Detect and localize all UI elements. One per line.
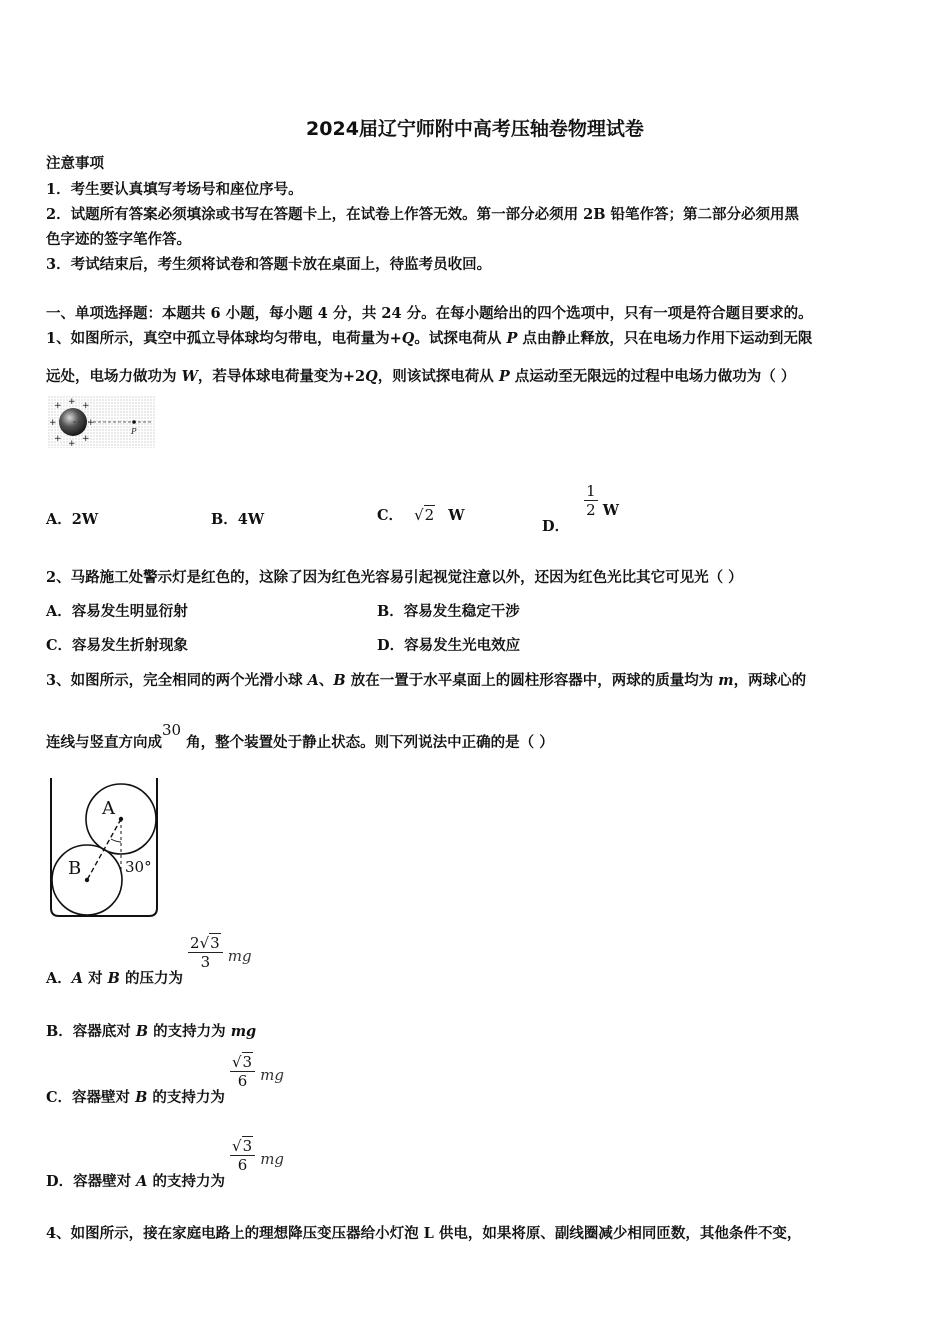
notice-item-3: 3．考试结束后，考生须将试卷和答题卡放在桌面上，待监考员收回。: [46, 256, 492, 273]
unit: W: [448, 507, 465, 524]
denominator: 6: [237, 1156, 248, 1174]
section-heading: 一、单项选择题：本题共 6 小题，每小题 4 分，共 24 分。在每小题给出的四个选项中，只有一项是符合题目要求的。: [46, 305, 813, 322]
text: ，若导体球电荷量变为+2: [197, 368, 366, 385]
text: 3、如图所示，完全相同的两个光滑小球: [46, 672, 308, 689]
notice-item-2-cont: 色字迹的签字笔作答。: [46, 231, 191, 248]
point-p: [132, 420, 136, 424]
var-b: B: [135, 1023, 149, 1040]
text: 的压力为: [119, 969, 183, 987]
angle-arc: [111, 839, 121, 842]
text: B．容器底对: [46, 1023, 136, 1040]
unit: W: [602, 501, 620, 519]
denominator: 6: [237, 1072, 248, 1090]
svg-text:+: +: [87, 418, 95, 428]
sqrt: √3: [232, 1137, 253, 1155]
center-b: [85, 878, 89, 882]
var-a: A: [136, 1172, 148, 1190]
angle-value: 30: [162, 721, 182, 739]
unit: mg: [230, 1023, 257, 1040]
var-a: A: [71, 969, 84, 987]
q2-option-b: B．容易发生稳定干涉: [377, 603, 520, 620]
label-b: B: [68, 858, 82, 879]
q3-option-c: [46, 1053, 284, 1106]
q1-option-d: [542, 482, 620, 535]
center-a: [119, 817, 123, 821]
q1-stem-line2: [46, 365, 795, 386]
q1-stem-line1: [46, 327, 812, 348]
q2-stem: 2、马路施工处警示灯是红色的，这除了因为红色光容易引起视觉注意以外，还因为红色光比其它可见光（ ）: [46, 569, 743, 586]
numerator: 1: [586, 482, 596, 500]
q3-option-b: [46, 1020, 256, 1041]
fraction: [230, 1053, 255, 1090]
coefficient: 2: [190, 934, 200, 952]
var-q: Q: [401, 330, 415, 347]
unit: mg: [260, 1065, 284, 1084]
q3-container-figure: [46, 776, 164, 922]
page-title: 2024届辽宁师附中高考压轴卷物理试卷: [306, 118, 644, 140]
q1-option-c: [377, 504, 465, 525]
q1-charged-sphere-figure: [48, 396, 156, 448]
q3-option-d: [46, 1137, 285, 1190]
text: 、: [318, 672, 334, 689]
text: D．容器壁对: [46, 1172, 137, 1190]
var-b: B: [107, 969, 120, 987]
q2-option-d: D．容易发生光电效应: [377, 637, 521, 654]
text: ，两球心的: [733, 672, 807, 689]
q2-option-a: A．容易发生明显衍射: [46, 603, 188, 620]
notice-item-1: 1．考生要认真填写考场号和座位序号。: [46, 181, 303, 198]
radicand: 3: [210, 934, 220, 952]
q2-option-c: C．容易发生折射现象: [46, 637, 189, 654]
sqrt: √3: [199, 934, 220, 952]
sqrt-expression: √2: [414, 506, 435, 524]
svg-text:+: +: [68, 397, 76, 407]
text: ，则该试探电荷从: [377, 368, 499, 385]
text: C．容器壁对: [46, 1088, 136, 1106]
q3-option-a: [46, 934, 252, 987]
var-a: A: [307, 672, 319, 689]
q1-option-a: A．2W: [46, 511, 99, 528]
q1-option-b: B．4W: [211, 511, 265, 528]
center-line: [87, 819, 121, 880]
denominator: 2: [586, 501, 596, 519]
svg-text:+: +: [82, 434, 90, 444]
text: 远处，电场力做功为: [46, 368, 182, 385]
option-label: D．: [542, 517, 570, 535]
sqrt: √3: [231, 1053, 253, 1071]
svg-text:+: +: [49, 418, 57, 428]
q4-stem: 4、如图所示，接在家庭电路上的理想降压变压器给小灯泡 L 供电，如果将原、副线圈减少相同匝数，其他条件不变，: [46, 1225, 802, 1242]
text: 的支持力为: [147, 1088, 225, 1106]
var-p: P: [506, 330, 518, 347]
var-w: W: [181, 368, 198, 385]
text: 角，整个装置处于静止状态。则下列说法中正确的是（ ）: [181, 734, 554, 751]
text: 的支持力为: [148, 1023, 231, 1040]
svg-text:+: +: [54, 434, 62, 444]
q3-stem-line2: [46, 721, 554, 752]
unit: mg: [260, 1149, 285, 1168]
denominator: 3: [200, 953, 211, 971]
svg-text:+: +: [54, 401, 62, 411]
radicand: 3: [242, 1053, 253, 1071]
notice-heading: 注意事项: [46, 155, 104, 172]
var-q: Q: [365, 368, 378, 385]
text: 。试探电荷从: [414, 330, 507, 347]
fraction-half: [584, 482, 598, 519]
numerator: [230, 1137, 255, 1156]
unit: mg: [227, 946, 252, 965]
notice-item-2: 2．试题所有答案必须填涂或书写在答题卡上，在试卷上作答无效。第一部分必须用 2B 铅笔作答；第二部分必须用黑: [46, 206, 800, 223]
fraction: [230, 1137, 255, 1174]
var-p: P: [498, 368, 510, 385]
text: 放在一置于水平桌面上的圆柱形容器中，两球的质量均为: [345, 672, 719, 689]
var-m: m: [718, 672, 734, 689]
text: 的支持力为: [147, 1172, 225, 1190]
fraction: [188, 934, 223, 971]
label-a: A: [102, 798, 115, 819]
svg-text:+: +: [82, 401, 90, 411]
svg-text:+: +: [68, 439, 76, 448]
text: A．: [46, 969, 72, 987]
q3-stem-line1: [46, 669, 806, 690]
text: 点由静止释放，只在电场力作用下运动到无限: [517, 330, 813, 347]
numerator: [230, 1053, 255, 1072]
angle-label: 30°: [125, 858, 152, 876]
radicand: 3: [242, 1137, 253, 1155]
text: 连线与竖直方向成: [46, 734, 162, 751]
radicand: 2: [424, 506, 435, 524]
point-p-label: P: [131, 427, 137, 436]
text: 对: [83, 969, 108, 987]
var-b: B: [135, 1088, 148, 1106]
option-label: C．: [377, 507, 404, 524]
var-b: B: [333, 672, 346, 689]
text: 点运动至无限远的过程中电场力做功为（ ）: [509, 368, 796, 385]
numerator: [188, 934, 223, 953]
text: 1、如图所示，真空中孤立导体球均匀带电，电荷量为+: [46, 330, 402, 347]
